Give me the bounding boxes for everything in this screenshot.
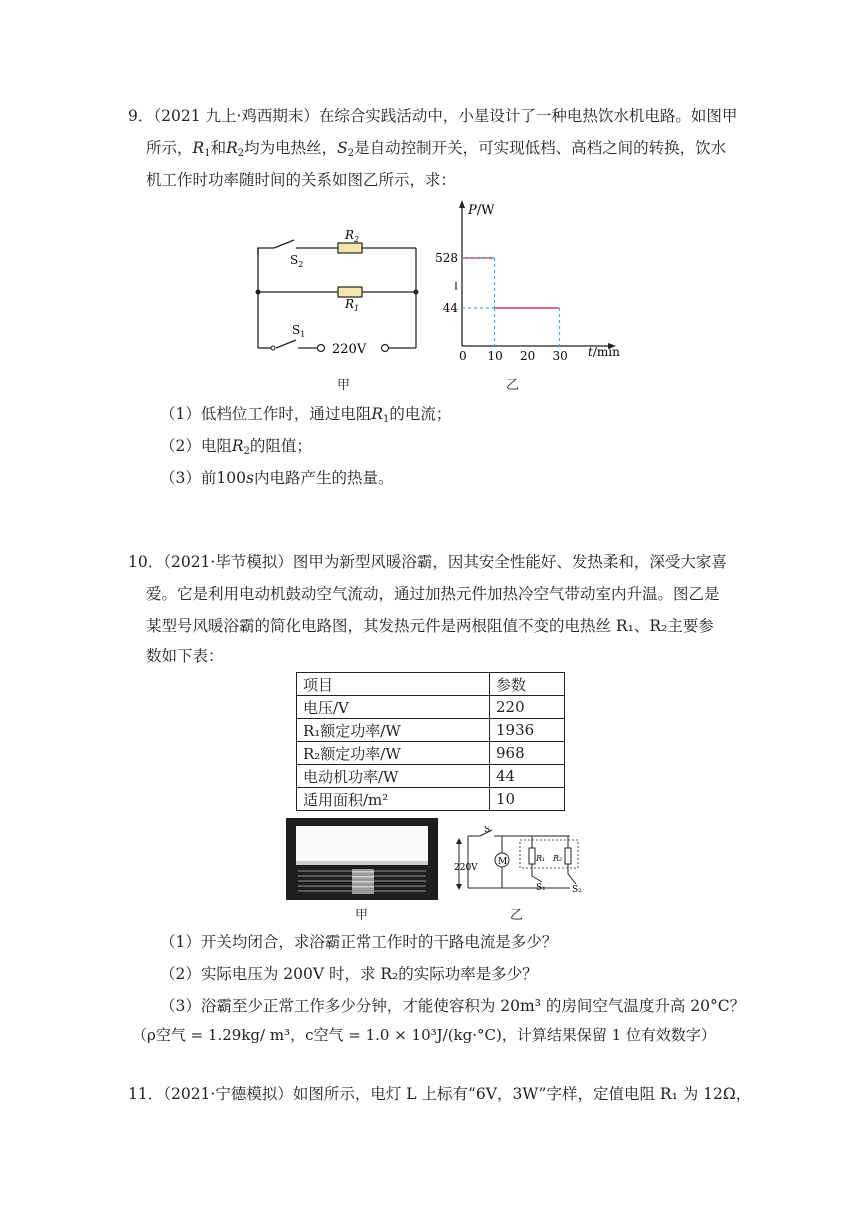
table-cell: 1936 (490, 719, 565, 742)
table-header-cell: 参数 (490, 673, 565, 696)
q9-sub-3: （3）前100s内电路产生的热量。 (160, 469, 394, 487)
x-tick-label: 20 (520, 349, 536, 363)
svg-text:R1: $R_1$ (345, 297, 360, 313)
x-tick-label: 30 (552, 349, 568, 363)
q10-sub-2: （2）实际电压为 200V 时，求 R₂的实际功率是多少？ (160, 965, 538, 983)
x-axis-label: t/min (588, 345, 620, 359)
ylabel-unit: /W (476, 203, 495, 218)
q9-caption-jia: 甲 (337, 378, 351, 393)
table-cell: 电压/V (297, 696, 490, 719)
q9-sub-2: （2）电阻$R_2$的阻值； (160, 437, 312, 457)
table-row (297, 696, 565, 719)
q9-line-1: 9．（2021 九上·鸡西期末）在综合实践活动中，小星设计了一种电热饮水机电路。如图甲 (128, 107, 738, 125)
q10-circuit-diagram (454, 826, 586, 904)
svg-text:M: M (498, 857, 508, 867)
q10-line-1: 10．（2021·毕节模拟）图甲为新型风暖浴霸，因其安全性能好、发热柔和，深受大家喜 (128, 553, 727, 571)
svg-text:R₁: R₁ (536, 854, 546, 863)
table-cell: 44 (490, 765, 565, 788)
q9-line-2: 所示，$R_1$和$R_2$均为电热丝，$S_2$是自动控制开关，可实现低档、高档之间的转换，饮水 (146, 139, 727, 159)
q10-sub-3-note: （ρ空气 = 1.29kg/ m³，c空气 = 1.0 × 10³J/(kg·°C)，计算结果保留 1 位有效数字） (132, 1026, 716, 1044)
resistor-r2 (338, 243, 362, 253)
svg-text:R₂: R₂ (553, 854, 563, 863)
q9-sub-1: （1）低档位工作时，通过电阻$R_1$的电流； (160, 405, 452, 425)
q9-power-time-chart (430, 196, 640, 366)
q10-sub-1: （1）开关均闭合，求浴霸正常工作时的干路电流是多少？ (160, 933, 558, 951)
svg-text:S2: $S_2$ (290, 253, 304, 269)
table-cell: R₁额定功率/W (297, 719, 490, 742)
x-tick-label: 10 (487, 349, 503, 363)
q10-line-3: 某型号风暖浴霸的简化电路图，其发热元件是两根阻值不变的电热丝 R₁、R₂主要参 (146, 617, 714, 635)
table-cell: 电动机功率/W (297, 765, 490, 788)
svg-text:220V: 220V (454, 863, 478, 873)
svg-text:P/W: P/W (468, 203, 495, 218)
y-tick-label: 528 (435, 251, 458, 265)
q10-caption-jia: 甲 (355, 908, 369, 923)
table-cell: 968 (490, 742, 565, 765)
q10-sub-3: （3）浴霸至少正常工作多少分钟，才能使容积为 20m³ 的房间空气温度升高 20°C？ (160, 997, 746, 1015)
table-row (297, 788, 565, 811)
table-header-cell: 项目 (297, 673, 490, 696)
table-cell: 10 (490, 788, 565, 811)
q9-caption-yi: 乙 (506, 378, 520, 393)
table-cell: 220 (490, 696, 565, 719)
table-header-row (297, 673, 565, 696)
q9-circuit-diagram (250, 222, 428, 358)
svg-text:R2: $R_2$ (345, 228, 360, 244)
y-tick-label: 44 (442, 301, 458, 315)
resistor-r1 (338, 287, 362, 297)
svg-text:220V: 220V (332, 342, 367, 357)
q10-line-2: 爱。它是利用电动机鼓动空气流动，通过加热元件加热冷空气带动室内升温。图乙是 (146, 585, 720, 603)
q10-parameter-table (296, 672, 565, 811)
q11-line-1: 11．（2021·宁德模拟）如图所示，电灯 L 上标有“6V，3W”字样，定值电阻 R₁ 为 12Ω， (128, 1085, 752, 1103)
q9-line-3: 机工作时功率随时间的关系如图乙所示，求： (146, 171, 457, 189)
svg-text:S: S (484, 826, 491, 835)
table-cell: 适用面积/m² (297, 788, 490, 811)
x-tick-label: 0 (459, 349, 467, 363)
table-row (297, 719, 565, 742)
svg-text:S₁: S₁ (536, 883, 546, 893)
bath-heater-photo (286, 818, 438, 900)
svg-text:S1: $S_1$ (292, 323, 306, 339)
table-cell: R₂额定功率/W (297, 742, 490, 765)
q10-line-4: 数如下表： (146, 647, 224, 665)
svg-text:S₂: S₂ (572, 885, 582, 895)
table-row (297, 765, 565, 788)
q10-caption-yi: 乙 (510, 908, 524, 923)
table-row (297, 742, 565, 765)
